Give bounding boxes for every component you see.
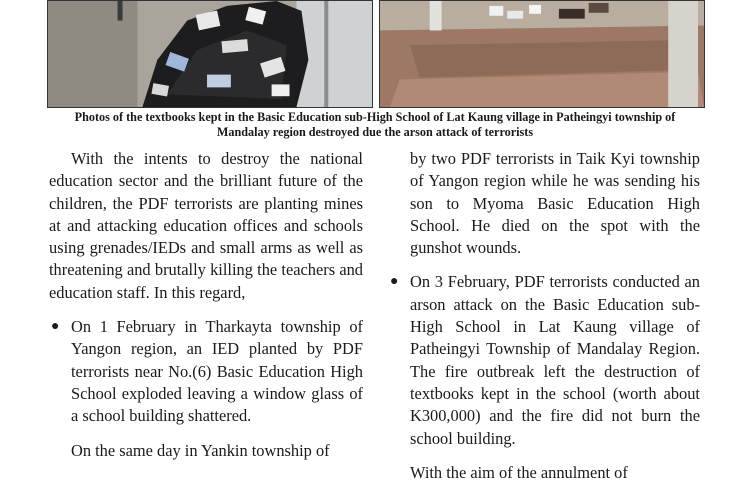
photo-burned-textbooks-right: [379, 0, 705, 108]
partial-text: On the same day in Yankin township of: [71, 440, 330, 460]
intro-paragraph: With the intents to destroy the national education sector and the brilliant future of the children, the PDF terrorists are planting mines at and attacking education offices and schools using grenades/IEDs and small arms as well as threatening and brutally killing the teachers and education staff. In this regard,: [49, 149, 363, 302]
left-bullet-list: [49, 316, 363, 427]
partial-text: With the aim of the annulment of: [410, 462, 628, 482]
continued-paragraph: by two PDF terrorists in Taik Kyi township of Yangon region while he was sending his son to Myoma Basic Education High School. He died on the spot with the gunshot wounds.: [410, 149, 700, 258]
cut-off-line: [388, 462, 700, 482]
cut-off-line: [49, 440, 363, 460]
bullet-item-tharkayta: [49, 316, 363, 427]
right-column: [388, 148, 700, 482]
caption-line-2: Mandalay region destroyed due the arson attack of terrorists: [216, 125, 534, 139]
caption-line-1: Photos of the textbooks kept in the Basic Education sub-High School of Lat Kaung village in Patheingyi township of: [74, 110, 676, 124]
right-bullet-list: [388, 271, 700, 449]
bullet-dot-icon: ●: [51, 319, 60, 335]
bullet-dot-icon: ●: [390, 274, 399, 290]
bullet-text: On 1 February in Tharkayta township of Yangon region, an IED planted by PDF terrorists near No.(6) Basic Education High School exploded leaving a window glass of a school building shattered.: [71, 317, 363, 426]
bullet-text: On 3 February, PDF terrorists conducted an arson attack on the Basic Education sub-High School in Lat Kaung village of Patheingyi Township of Mandalay Region. The fire outbreak left the destruction of textbooks kept in the school (worth about K300,000) and the fire did not burn the school building.: [410, 272, 700, 448]
left-column: [49, 148, 363, 460]
bullet-item-lat-kaung: [388, 271, 700, 449]
photo-burned-textbooks-left: [47, 0, 373, 108]
photo-caption: [40, 110, 710, 140]
